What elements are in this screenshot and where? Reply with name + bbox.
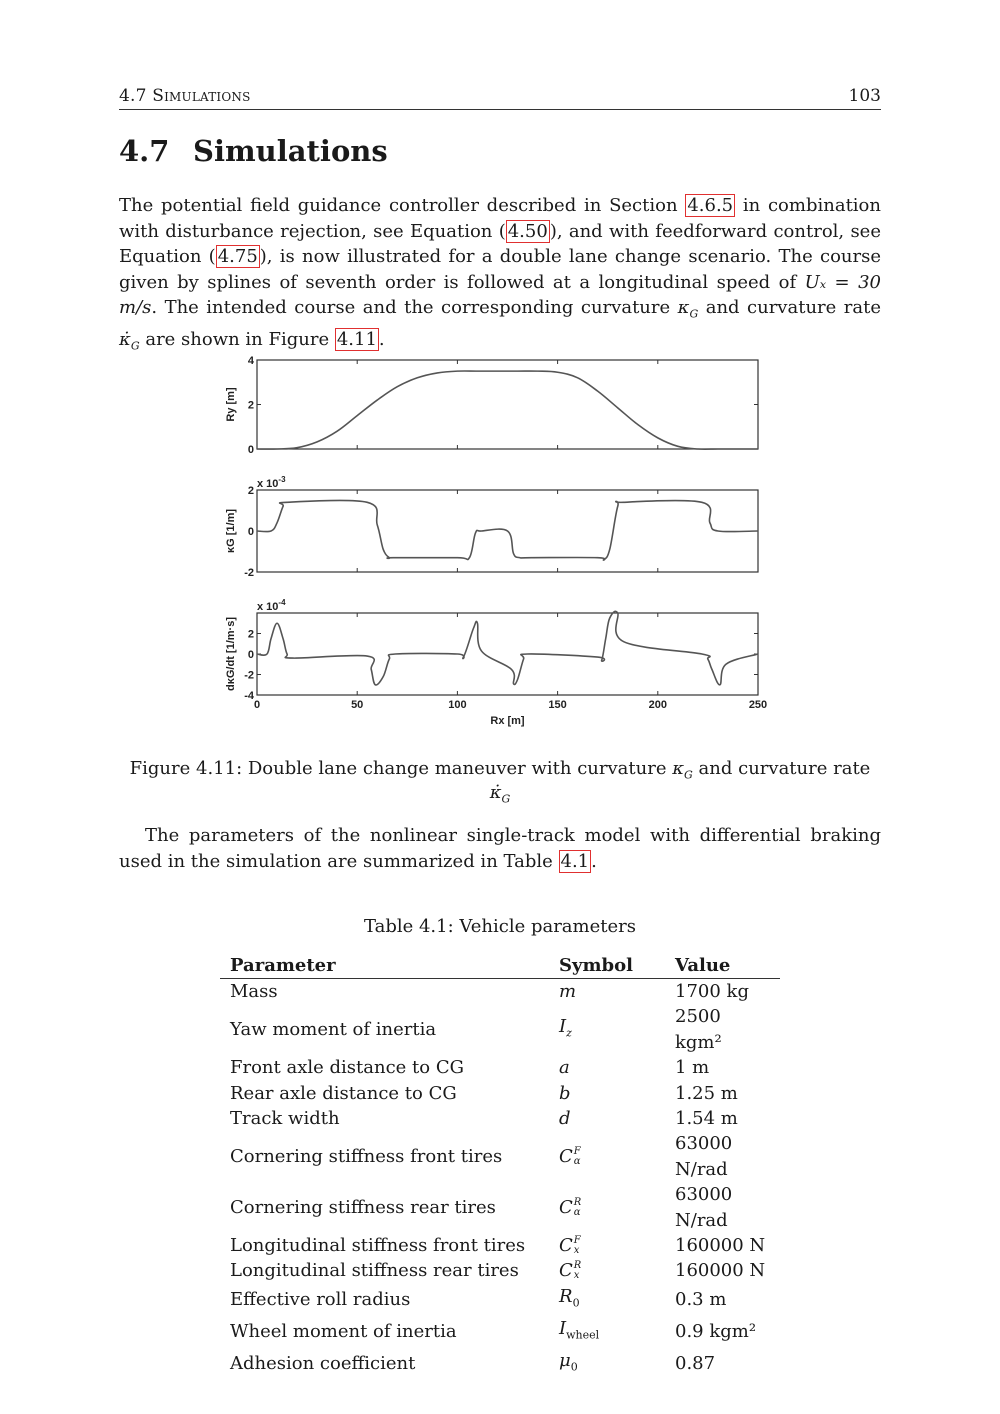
symbol-cell: d bbox=[559, 1108, 571, 1130]
kappa-symbol: κ bbox=[677, 297, 690, 318]
table-row bbox=[220, 1182, 780, 1233]
kappa-dot-symbol: κ̇ bbox=[489, 781, 502, 803]
parameter-cell: Wheel moment of inertia bbox=[230, 1321, 457, 1343]
text-run: ), and with feedforward control, see Equation ( bbox=[119, 220, 881, 267]
series-line bbox=[257, 500, 758, 560]
parameter-cell: Longitudinal stiffness front tires bbox=[230, 1235, 526, 1257]
y-tick-label: -2 bbox=[244, 669, 254, 682]
text-run: The potential field guidance controller described in Section bbox=[119, 195, 686, 216]
y-axis-label: dκG/dt [1/m·s] bbox=[225, 617, 237, 691]
value-cell: 0.9 kgm² bbox=[675, 1321, 757, 1343]
parameter-cell: Yaw moment of inertia bbox=[230, 1019, 437, 1041]
kappa-subscript: G bbox=[689, 307, 699, 321]
symbol-cell: C R x bbox=[559, 1260, 582, 1282]
section-title-text: Simulations bbox=[193, 134, 388, 168]
symbol-cell: $\mu_0$ bbox=[559, 1349, 578, 1374]
table-row bbox=[220, 1004, 780, 1055]
symbol-cell: $I_{wheel}$ bbox=[559, 1317, 600, 1342]
header-symbol: Symbol bbox=[549, 952, 665, 979]
parameter-cell: Adhesion coefficient bbox=[230, 1353, 416, 1375]
speed-math: Uₓ = 30 m/s bbox=[119, 271, 881, 318]
caption-text: and curvature rate bbox=[692, 758, 871, 779]
series-line bbox=[257, 371, 758, 449]
table-row bbox=[220, 1055, 780, 1080]
table-ref-link[interactable]: 4.1 bbox=[560, 850, 590, 872]
section-ref-link[interactable]: 4.6.5 bbox=[687, 195, 734, 216]
text-run: . bbox=[378, 329, 385, 351]
symbol-cell: C F x bbox=[559, 1235, 581, 1257]
text-run: . bbox=[591, 850, 597, 872]
table-row bbox=[220, 1258, 780, 1283]
section-title bbox=[119, 134, 388, 168]
parameter-cell: Cornering stiffness front tires bbox=[230, 1146, 503, 1168]
y-tick-label: -2 bbox=[244, 567, 254, 579]
header-section: 4.7 Simulations bbox=[119, 86, 251, 106]
figure-ref-link[interactable]: 4.11 bbox=[336, 329, 377, 351]
series-line bbox=[257, 611, 758, 685]
equation-ref-link[interactable]: 4.50 bbox=[507, 220, 548, 242]
text-run: in combination with disturbance rejection, see Equation ( bbox=[119, 195, 881, 242]
section-number: 4.7 bbox=[119, 134, 170, 168]
page-number: 103 bbox=[848, 86, 881, 106]
parameter-cell: Cornering stiffness rear tires bbox=[230, 1196, 496, 1218]
value-cell: 1.25 m bbox=[675, 1082, 738, 1104]
kappa-dot-subscript: G bbox=[130, 339, 140, 353]
kappa-subscript: G bbox=[684, 768, 693, 782]
y-tick-label: 0 bbox=[247, 526, 254, 538]
header-value: Value bbox=[665, 952, 780, 979]
plot-frame bbox=[257, 360, 758, 449]
kappa-dot-subscript: G bbox=[501, 792, 511, 806]
value-cell: 1 m bbox=[675, 1057, 710, 1079]
value-cell: 1700 kg bbox=[675, 981, 749, 1002]
value-cell: 0.3 m bbox=[675, 1289, 727, 1311]
text-run: The parameters of the nonlinear single-track model with differential braking used in the simulation are summarized in Table bbox=[119, 825, 881, 872]
symbol-cell: m bbox=[559, 981, 577, 1002]
table-header-row bbox=[220, 952, 780, 979]
value-cell: 63000 N/rad bbox=[675, 1184, 733, 1231]
caption-text: Double lane change maneuver with curvature bbox=[242, 758, 673, 779]
x-tick-label: 150 bbox=[548, 699, 567, 711]
chart-svg bbox=[210, 348, 790, 740]
parameter-cell: Front axle distance to CG bbox=[230, 1057, 464, 1079]
parameter-cell: Rear axle distance to CG bbox=[230, 1082, 457, 1104]
table-row bbox=[220, 1081, 780, 1106]
table-row bbox=[220, 1316, 780, 1348]
paragraph-parameters bbox=[119, 823, 881, 874]
kappa-dot-symbol: κ̇ bbox=[119, 329, 131, 351]
table-body bbox=[220, 979, 780, 1380]
y-exponent-label: x $10^{-3}$ bbox=[257, 475, 286, 490]
equation-ref-link[interactable]: 4.75 bbox=[217, 246, 258, 267]
header-parameter: Parameter bbox=[220, 952, 549, 979]
parameter-cell: Longitudinal stiffness rear tires bbox=[230, 1260, 519, 1282]
text-run: . The intended course and the corresponding curvature bbox=[151, 297, 678, 318]
symbol-cell: C R α bbox=[559, 1196, 582, 1218]
parameter-cell: Mass bbox=[230, 981, 278, 1002]
kappa-symbol: κ bbox=[672, 758, 685, 779]
y-tick-label: 0 bbox=[247, 444, 254, 456]
table-row bbox=[220, 1131, 780, 1182]
value-cell: 160000 N bbox=[675, 1260, 766, 1282]
symbol-cell: $R_0$ bbox=[559, 1285, 580, 1310]
x-tick-label: 250 bbox=[748, 699, 768, 711]
x-axis-label: Rx [m] bbox=[490, 715, 525, 727]
table-row bbox=[220, 1106, 780, 1131]
figure-4-11 bbox=[210, 348, 790, 740]
value-cell: 1.54 m bbox=[675, 1108, 738, 1130]
caption-label: Figure 4.11: bbox=[129, 758, 243, 779]
x-tick-label: 50 bbox=[351, 699, 364, 711]
y-tick-label: -4 bbox=[244, 690, 254, 702]
table-caption: Table 4.1: Vehicle parameters bbox=[363, 916, 636, 937]
parameter-cell: Track width bbox=[230, 1108, 340, 1130]
paragraph-intro bbox=[119, 193, 881, 359]
y-tick-label: 2 bbox=[247, 399, 254, 412]
y-tick-label: 2 bbox=[247, 628, 254, 641]
symbol-cell: a bbox=[559, 1057, 570, 1079]
value-cell: 160000 N bbox=[675, 1235, 766, 1257]
plot-frame bbox=[257, 613, 758, 695]
running-header bbox=[119, 85, 881, 110]
figure-caption bbox=[119, 758, 881, 805]
text-run: and curvature rate bbox=[698, 297, 881, 318]
y-exponent-label: x $10^{-4}$ bbox=[257, 598, 286, 613]
table-row bbox=[220, 979, 780, 1005]
table-row bbox=[220, 1348, 780, 1380]
symbol-cell: C F α bbox=[559, 1146, 581, 1168]
x-tick-label: 0 bbox=[253, 699, 261, 711]
value-cell: 63000 N/rad bbox=[675, 1133, 733, 1180]
symbol-cell: b bbox=[559, 1082, 571, 1104]
vehicle-parameters-table bbox=[220, 952, 780, 1380]
x-tick-label: 100 bbox=[448, 699, 467, 711]
y-tick-label: 4 bbox=[247, 355, 254, 367]
parameter-cell: Effective roll radius bbox=[230, 1289, 411, 1311]
y-tick-label: 2 bbox=[247, 485, 254, 497]
symbol-cell: $I_z$ bbox=[559, 1015, 572, 1040]
value-cell: 0.87 bbox=[675, 1353, 716, 1375]
y-axis-label: κG [1/m] bbox=[225, 508, 237, 554]
table-row bbox=[220, 1284, 780, 1316]
value-cell: 2500 kgm² bbox=[675, 1006, 722, 1053]
x-tick-label: 200 bbox=[648, 699, 667, 711]
text-run: ), is now illustrated for a double lane change scenario. The course given by splines of seventh order is followed at a longitudinal speed of bbox=[119, 246, 881, 293]
table-row bbox=[220, 1233, 780, 1258]
y-axis-label: Ry [m] bbox=[225, 387, 237, 422]
text-run: are shown in Figure bbox=[139, 329, 335, 351]
y-tick-label: 0 bbox=[247, 649, 254, 661]
